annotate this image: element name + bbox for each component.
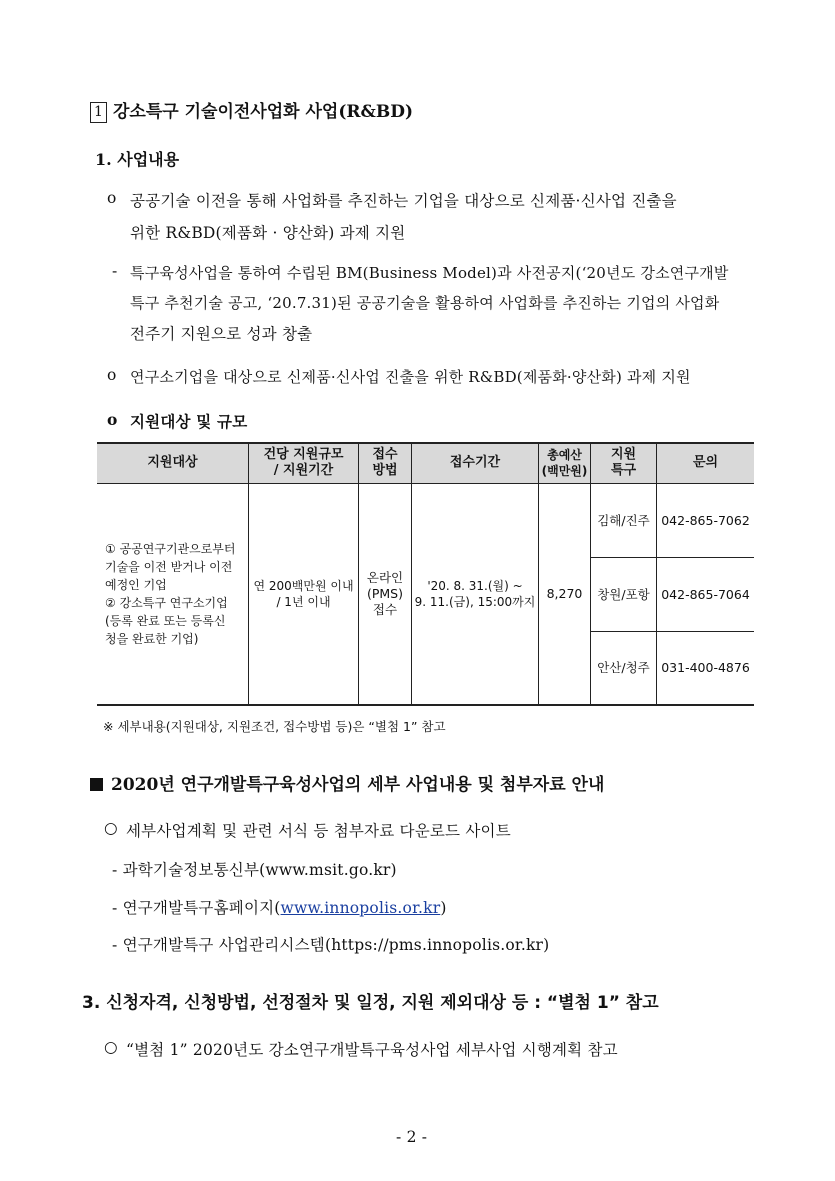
link-item-pms: - 연구개발특구 사업관리시스템(https://pms.innopolis.or.kr) (112, 936, 550, 954)
bullet-text-line: 공공기술 이전을 통해 사업화를 추진하는 기업을 대상으로 신제품·신사업 진출을 (130, 192, 677, 210)
cell-phone: 031-400-4876 (661, 660, 750, 675)
link-item-msit: - 과학기술정보통신부(www.msit.go.kr) (112, 861, 397, 879)
bullet-text: 지원대상 및 규모 (130, 412, 248, 431)
header-target: 지원대상 (147, 455, 198, 470)
cell-zone: 창원/포항 (597, 586, 650, 602)
bullet-text: “별첨 1” 2020년도 강소연구개발특구육성사업 세부사업 시행계획 참고 (126, 1041, 618, 1059)
cell-phone: 042-865-7064 (661, 586, 750, 602)
dash-text-line: 전주기 지원으로 성과 창출 (130, 325, 313, 343)
header-budget: 총예산 (백만원) (541, 448, 588, 478)
square-bullet-icon (90, 778, 103, 791)
pms-link[interactable]: (https://pms.innopolis.or.kr) (324, 936, 550, 954)
table-note: ※ 세부내용(지원대상, 지원조건, 접수방법 등)은 “별첨 1” 참고 (103, 719, 446, 734)
header-contact: 문의 (692, 455, 719, 470)
cell-phone: 042-865-7062 (661, 512, 750, 528)
bullet-text: 세부사업계획 및 관련 서식 등 첨부자료 다운로드 사이트 (126, 822, 511, 840)
bullet-text-line: 위한 R&BD(제품화 · 양산화) 과제 지원 (130, 224, 406, 242)
cell-period: '20. 8. 31.(월) ~ 9. 11.(금), 15:00까지 (414, 579, 536, 609)
section-number-box: 1 (90, 102, 107, 123)
bullet-text: 연구소기업을 대상으로 신제품·신사업 진출을 위한 R&BD(제품화·양산화) 과제 지원 (130, 368, 691, 386)
bullet-mark: o (107, 410, 118, 429)
section-title: 2020년 연구개발특구육성사업의 세부 사업내용 및 첨부자료 안내 (111, 775, 605, 795)
section-heading: 3. 신청자격, 신청방법, 선정절차 및 일정, 지원 제외대상 등 : “별첨 1” 참고 (82, 993, 659, 1013)
cell-scale: 연 200백만원 이내 / 1년 이내 (253, 579, 354, 609)
section-title: 강소특구 기술이전사업화 사업(R&BD) (113, 102, 413, 122)
bullet-mark: ○ (104, 819, 118, 837)
bullet-mark: o (107, 366, 117, 384)
bullet-mark: o (107, 189, 117, 207)
page-number: - 2 - (396, 1128, 428, 1146)
cell-method: 온라인 (PMS) 접수 (366, 570, 404, 617)
header-scale: 건당 지원규모 / 지원기간 (263, 447, 344, 478)
section-heading (90, 770, 604, 795)
cell-zone: 안산/청주 (597, 660, 650, 675)
link-item-innopolis: - 연구개발특구홈페이지(www.innopolis.or.kr) (112, 899, 447, 917)
header-zone: 지원 특구 (610, 447, 637, 478)
header-period: 접수기간 (449, 455, 501, 470)
bullet-mark: ○ (104, 1038, 118, 1056)
dash-mark: - (112, 262, 118, 280)
msit-link[interactable]: (www.msit.go.kr) (259, 861, 397, 879)
cell-budget: 8,270 (546, 586, 583, 601)
subsection-title: 1. 사업내용 (95, 150, 180, 169)
section-heading (90, 97, 413, 123)
innopolis-link[interactable]: www.innopolis.or.kr (280, 899, 441, 917)
header-method: 접수 방법 (372, 447, 398, 478)
cell-target: ① 공공연구기관으로부터 기술을 이전 받거나 이전 예정인 기업 ② 강소특구 연구소기업 (등록 완료 또는 등록신 청을 완료한 기업) (105, 542, 236, 646)
dash-text-line: 특구 추천기술 공고, ‘20.7.31)된 공공기술을 활용하여 사업화를 추진하는 기업의 사업화 (130, 294, 720, 312)
cell-zone: 김해/진주 (597, 512, 650, 528)
dash-text-line: 특구육성사업을 통하여 수립된 BM(Business Model)과 사전공지(‘20년도 강소연구개발 (130, 264, 729, 282)
